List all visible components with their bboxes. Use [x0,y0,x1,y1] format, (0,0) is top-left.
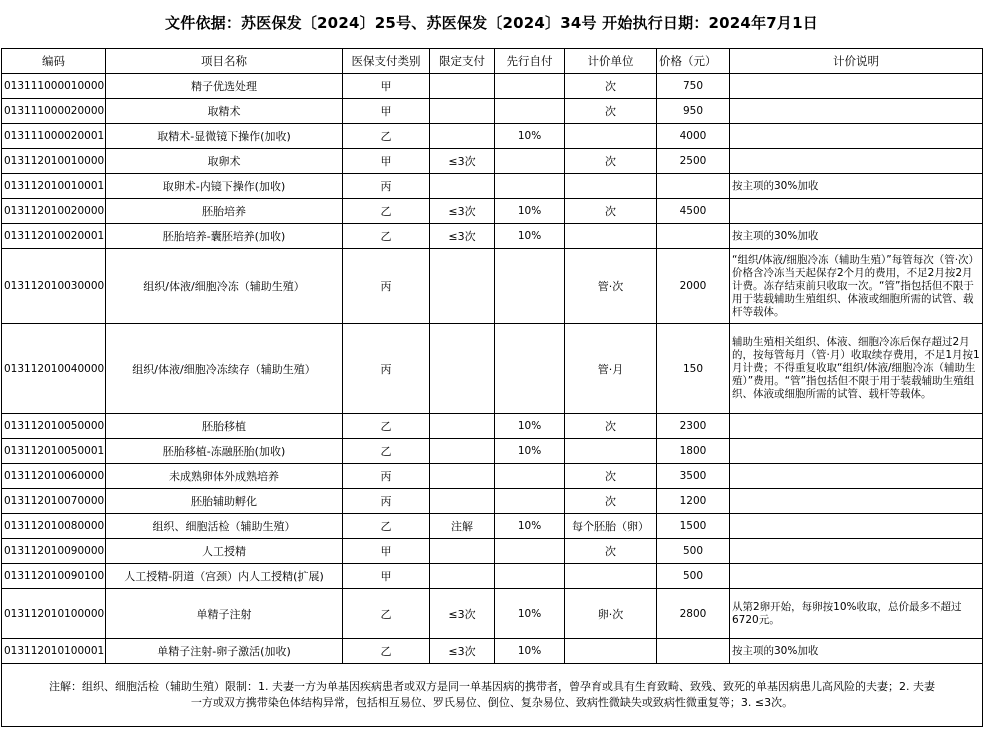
table-row [2,464,983,489]
table-row [2,199,983,224]
cell-self-pay: 10% [495,639,565,664]
cell-category: 乙 [343,124,430,149]
table-row [2,489,983,514]
header-price: 价格（元） [657,49,730,74]
cell-unit: 次 [565,414,657,439]
cell-unit [565,174,657,199]
table-row [2,589,983,639]
cell-category: 丙 [343,174,430,199]
cell-limit [430,174,495,199]
footnote-line-2: 一方或双方携带染色体结构异常，包括相互易位、罗氏易位、倒位、复杂易位、致病性微缺失或致病性微重复等；3. ≤3次。 [190,696,794,709]
cell-code: 013112010050001 [2,439,106,464]
cell-category: 乙 [343,639,430,664]
cell-limit: 注解 [430,514,495,539]
cell-unit: 管·次 [565,249,657,324]
cell-limit [430,124,495,149]
cell-price: 1200 [657,489,730,514]
cell-self-pay [495,249,565,324]
cell-category: 丙 [343,324,430,414]
footnote-line-1: 注解：组织、细胞活检（辅助生殖）限制：1. 夫妻一方为单基因疾病患者或双方是同一单基因病的携带者，曾孕育或具有生育致畸、致残、致死的单基因病患儿高风险的夫妻；2. 夫妻 [49,680,935,693]
cell-category: 乙 [343,439,430,464]
cell-self-pay [495,564,565,589]
cell-note [730,124,983,149]
cell-category: 丙 [343,249,430,324]
cell-code: 013112010060000 [2,464,106,489]
footnote-row [2,664,983,727]
cell-note [730,149,983,174]
cell-price [657,174,730,199]
cell-name: 胚胎移植-冻融胚胎(加收) [106,439,343,464]
cell-name: 人工授精-阴道（宫颈）内人工授精(扩展) [106,564,343,589]
cell-price [657,224,730,249]
table-row [2,99,983,124]
cell-self-pay [495,99,565,124]
cell-note [730,414,983,439]
cell-unit [565,224,657,249]
cell-note: 从第2卵开始，每卵按10%收取，总价最多不超过6720元。 [730,589,983,639]
cell-name: 取卵术-内镜下操作(加收) [106,174,343,199]
cell-price: 4500 [657,199,730,224]
cell-category: 乙 [343,414,430,439]
table-header-row [2,49,983,74]
table-row [2,439,983,464]
cell-note [730,199,983,224]
header-limit: 限定支付 [430,49,495,74]
cell-limit: ≤3次 [430,639,495,664]
table-row [2,124,983,149]
cell-note: 按主项的30%加收 [730,224,983,249]
cell-price: 1500 [657,514,730,539]
cell-price: 750 [657,74,730,99]
cell-limit [430,324,495,414]
cell-code: 013112010020001 [2,224,106,249]
cell-price: 2500 [657,149,730,174]
cell-limit: ≤3次 [430,149,495,174]
cell-note [730,99,983,124]
cell-category: 甲 [343,74,430,99]
header-self-pay: 先行自付 [495,49,565,74]
cell-name: 胚胎培养 [106,199,343,224]
table-row [2,174,983,199]
cell-name: 精子优选处理 [106,74,343,99]
table-row [2,74,983,99]
table-row [2,149,983,174]
cell-name: 取精术 [106,99,343,124]
header-category: 医保支付类别 [343,49,430,74]
cell-name: 组织、细胞活检（辅助生殖） [106,514,343,539]
cell-unit: 次 [565,464,657,489]
cell-price: 500 [657,539,730,564]
cell-code: 013112010100000 [2,589,106,639]
cell-code: 013111000020000 [2,99,106,124]
cell-name: 人工授精 [106,539,343,564]
cell-unit [565,124,657,149]
cell-note [730,564,983,589]
cell-name: 取精术-显微镜下操作(加收) [106,124,343,149]
cell-code: 013112010010001 [2,174,106,199]
cell-category: 乙 [343,199,430,224]
cell-price: 950 [657,99,730,124]
cell-limit: ≤3次 [430,589,495,639]
cell-name: 单精子注射 [106,589,343,639]
cell-code: 013112010070000 [2,489,106,514]
cell-price: 1800 [657,439,730,464]
cell-name: 胚胎移植 [106,414,343,439]
cell-category: 甲 [343,149,430,174]
cell-price: 2800 [657,589,730,639]
cell-note: 按主项的30%加收 [730,174,983,199]
cell-code: 013112010030000 [2,249,106,324]
cell-limit [430,539,495,564]
cell-code: 013112010090100 [2,564,106,589]
cell-unit [565,639,657,664]
cell-category: 乙 [343,514,430,539]
cell-price: 3500 [657,464,730,489]
cell-name: 单精子注射-卵子激活(加收) [106,639,343,664]
cell-code: 013111000020001 [2,124,106,149]
cell-note [730,439,983,464]
table-row [2,539,983,564]
cell-price: 2300 [657,414,730,439]
cell-self-pay: 10% [495,589,565,639]
cell-category: 丙 [343,464,430,489]
cell-limit [430,414,495,439]
cell-category: 甲 [343,99,430,124]
cell-price: 2000 [657,249,730,324]
cell-code: 013112010040000 [2,324,106,414]
cell-category: 乙 [343,589,430,639]
cell-limit [430,74,495,99]
cell-limit [430,489,495,514]
header-name: 项目名称 [106,49,343,74]
header-unit: 计价单位 [565,49,657,74]
cell-category: 丙 [343,489,430,514]
table-row [2,224,983,249]
cell-unit [565,564,657,589]
cell-category: 甲 [343,539,430,564]
cell-name: 胚胎培养-囊胚培养(加收) [106,224,343,249]
table-row [2,639,983,664]
table-row [2,414,983,439]
cell-price [657,639,730,664]
cell-category: 乙 [343,224,430,249]
cell-self-pay: 10% [495,439,565,464]
cell-self-pay [495,324,565,414]
footnote-cell [2,664,983,727]
table-row [2,514,983,539]
cell-code: 013111000010000 [2,74,106,99]
cell-unit [565,439,657,464]
cell-limit [430,99,495,124]
cell-self-pay [495,149,565,174]
cell-unit: 次 [565,99,657,124]
cell-self-pay: 10% [495,199,565,224]
cell-name: 未成熟卵体外成熟培养 [106,464,343,489]
cell-price: 500 [657,564,730,589]
cell-note [730,74,983,99]
cell-note [730,539,983,564]
cell-code: 013112010010000 [2,149,106,174]
cell-code: 013112010050000 [2,414,106,439]
cell-unit: 每个胚胎（卵） [565,514,657,539]
cell-note [730,514,983,539]
cell-self-pay: 10% [495,224,565,249]
cell-unit: 次 [565,74,657,99]
cell-unit: 卵·次 [565,589,657,639]
cell-code: 013112010080000 [2,514,106,539]
cell-self-pay [495,539,565,564]
cell-self-pay [495,489,565,514]
cell-code: 013112010090000 [2,539,106,564]
header-note: 计价说明 [730,49,983,74]
fee-table [1,48,983,727]
cell-code: 013112010100001 [2,639,106,664]
cell-self-pay [495,74,565,99]
cell-unit: 次 [565,489,657,514]
cell-unit: 次 [565,199,657,224]
table-row [2,249,983,324]
cell-note: “组织/体液/细胞冷冻（辅助生殖）”每管每次（管·次）价格含冷冻当天起保存2个月的费用，不足2月按2月计费。冻存结束前只收取一次。“管”指包括但不限于用于装载辅助生殖组织、体液或细胞所需的试管、载杆等载体。 [730,249,983,324]
table-row [2,564,983,589]
cell-category: 甲 [343,564,430,589]
cell-limit: ≤3次 [430,224,495,249]
cell-limit [430,249,495,324]
cell-self-pay: 10% [495,514,565,539]
cell-name: 组织/体液/细胞冷冻续存（辅助生殖） [106,324,343,414]
cell-limit [430,439,495,464]
cell-name: 组织/体液/细胞冷冻（辅助生殖） [106,249,343,324]
cell-note [730,489,983,514]
cell-self-pay: 10% [495,124,565,149]
cell-unit: 次 [565,149,657,174]
cell-unit: 管·月 [565,324,657,414]
cell-name: 胚胎辅助孵化 [106,489,343,514]
cell-note: 辅助生殖相关组织、体液、细胞冷冻后保存超过2月的，按每管每月（管·月）收取续存费用，不足1月按1月计费；不得重复收取“组织/体液/细胞冷冻（辅助生殖）”费用。“管”指包括但不限于用于装载辅助生殖组织、体液或细胞所需的试管、载杆等载体。 [730,324,983,414]
cell-code: 013112010020000 [2,199,106,224]
cell-unit: 次 [565,539,657,564]
cell-price: 4000 [657,124,730,149]
cell-limit [430,564,495,589]
cell-self-pay: 10% [495,414,565,439]
cell-self-pay [495,174,565,199]
cell-self-pay [495,464,565,489]
cell-name: 取卵术 [106,149,343,174]
page-title: 文件依据：苏医保发〔2024〕25号、苏医保发〔2024〕34号 开始执行日期：2024年7月1日 [165,14,818,32]
cell-note [730,464,983,489]
cell-limit [430,464,495,489]
cell-note: 按主项的30%加收 [730,639,983,664]
header-code: 编码 [2,49,106,74]
cell-limit: ≤3次 [430,199,495,224]
table-row [2,324,983,414]
cell-price: 150 [657,324,730,414]
